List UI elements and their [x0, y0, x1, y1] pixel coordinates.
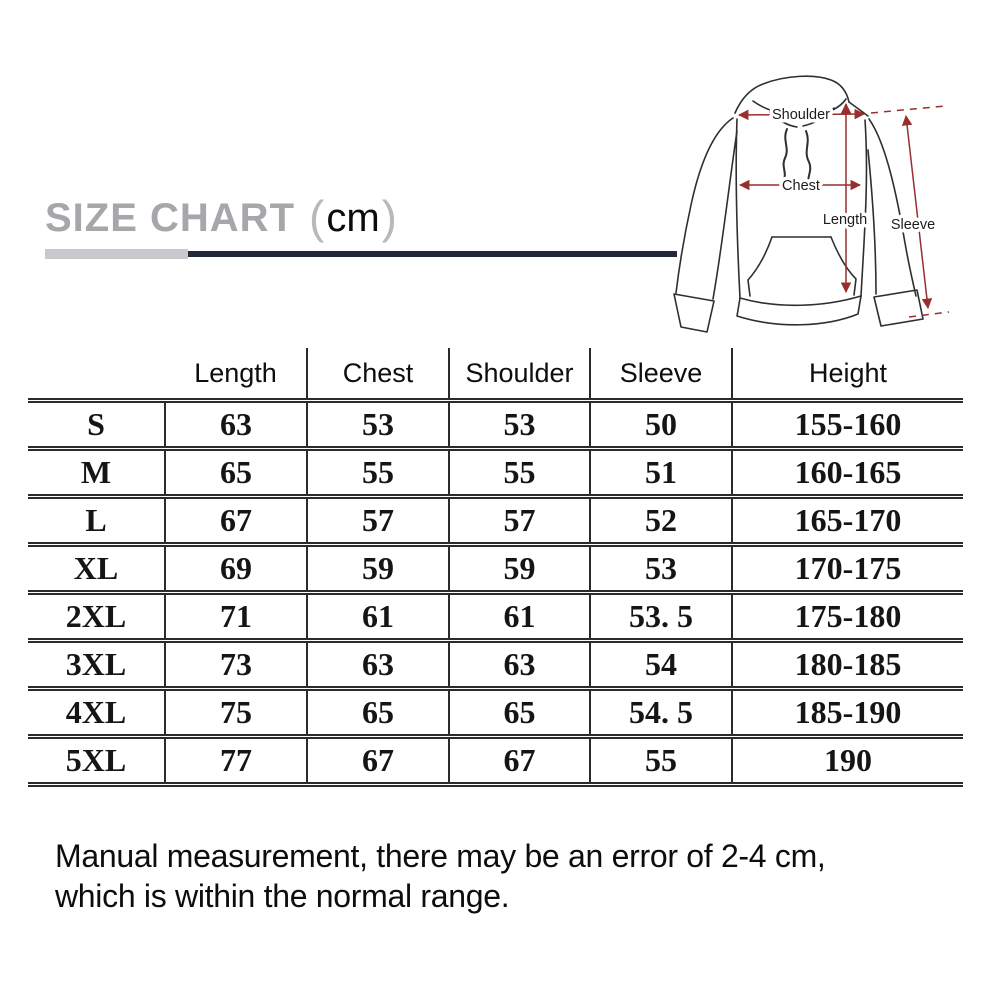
value-cell: 67	[449, 737, 590, 785]
value-cell: 160-165	[732, 449, 963, 497]
open-paren: (	[309, 191, 325, 243]
value-cell: 63	[307, 641, 449, 689]
column-header: Chest	[307, 348, 449, 401]
value-cell: 155-160	[732, 401, 963, 449]
value-cell: 77	[165, 737, 307, 785]
value-cell: 71	[165, 593, 307, 641]
underline-navy-segment	[188, 251, 677, 257]
value-cell: 54. 5	[590, 689, 732, 737]
title-underline	[45, 249, 677, 259]
value-cell: 57	[307, 497, 449, 545]
underline-gray-segment	[45, 249, 188, 259]
value-cell: 65	[449, 689, 590, 737]
value-cell: 55	[449, 449, 590, 497]
size-cell: L	[28, 497, 165, 545]
table-row	[28, 401, 963, 449]
table-row	[28, 593, 963, 641]
page-title	[45, 190, 397, 244]
value-cell: 51	[590, 449, 732, 497]
value-cell: 61	[307, 593, 449, 641]
value-cell: 65	[165, 449, 307, 497]
note-line-1: Manual measurement, there may be an error of 2-4 cm,	[55, 838, 826, 874]
value-cell: 65	[307, 689, 449, 737]
value-cell: 53	[590, 545, 732, 593]
value-cell: 69	[165, 545, 307, 593]
table-row	[28, 497, 963, 545]
chest-label: Chest	[782, 178, 820, 194]
table-row	[28, 545, 963, 593]
value-cell: 55	[307, 449, 449, 497]
size-column-header	[28, 348, 165, 401]
value-cell: 180-185	[732, 641, 963, 689]
sleeve-bottom-dash	[909, 312, 949, 317]
close-paren: )	[381, 191, 397, 243]
size-cell: S	[28, 401, 165, 449]
sleeve-label: Sleeve	[890, 217, 936, 233]
column-header: Sleeve	[590, 348, 732, 401]
value-cell: 63	[165, 401, 307, 449]
unit-group	[309, 191, 397, 243]
value-cell: 52	[590, 497, 732, 545]
size-cell: XL	[28, 545, 165, 593]
size-cell: 3XL	[28, 641, 165, 689]
value-cell: 75	[165, 689, 307, 737]
value-cell: 63	[449, 641, 590, 689]
value-cell: 73	[165, 641, 307, 689]
size-table	[28, 348, 963, 787]
sleeve-top-dash	[871, 106, 945, 113]
value-cell: 50	[590, 401, 732, 449]
note-line-2: which is within the normal range.	[55, 878, 510, 914]
value-cell: 53	[449, 401, 590, 449]
value-cell: 175-180	[732, 593, 963, 641]
value-cell: 170-175	[732, 545, 963, 593]
size-cell: 2XL	[28, 593, 165, 641]
value-cell: 185-190	[732, 689, 963, 737]
column-header: Shoulder	[449, 348, 590, 401]
measurement-note	[55, 836, 975, 916]
value-cell: 67	[307, 737, 449, 785]
size-cell: 5XL	[28, 737, 165, 785]
hoodie-diagram	[655, 55, 1000, 360]
size-table-body	[28, 401, 963, 785]
size-cell: M	[28, 449, 165, 497]
value-cell: 53	[307, 401, 449, 449]
value-cell: 61	[449, 593, 590, 641]
unit-label: cm	[326, 196, 380, 240]
sleeve-arrow	[906, 116, 928, 308]
column-header: Length	[194, 357, 277, 388]
value-cell: 53. 5	[590, 593, 732, 641]
table-row	[28, 737, 963, 785]
value-cell: 57	[449, 497, 590, 545]
value-cell: 54	[590, 641, 732, 689]
shoulder-label: Shoulder	[771, 107, 831, 123]
table-row	[28, 449, 963, 497]
length-label: Length	[822, 212, 868, 228]
size-chart-title-text: SIZE CHART	[45, 196, 295, 240]
value-cell: 59	[307, 545, 449, 593]
value-cell: 165-170	[732, 497, 963, 545]
value-cell: 67	[165, 497, 307, 545]
table-row	[28, 689, 963, 737]
size-cell: 4XL	[28, 689, 165, 737]
value-cell: 59	[449, 545, 590, 593]
value-cell: 190	[732, 737, 963, 785]
table-row	[28, 641, 963, 689]
column-header: Height	[732, 348, 963, 401]
value-cell: 55	[590, 737, 732, 785]
size-table-head-row	[28, 348, 963, 401]
